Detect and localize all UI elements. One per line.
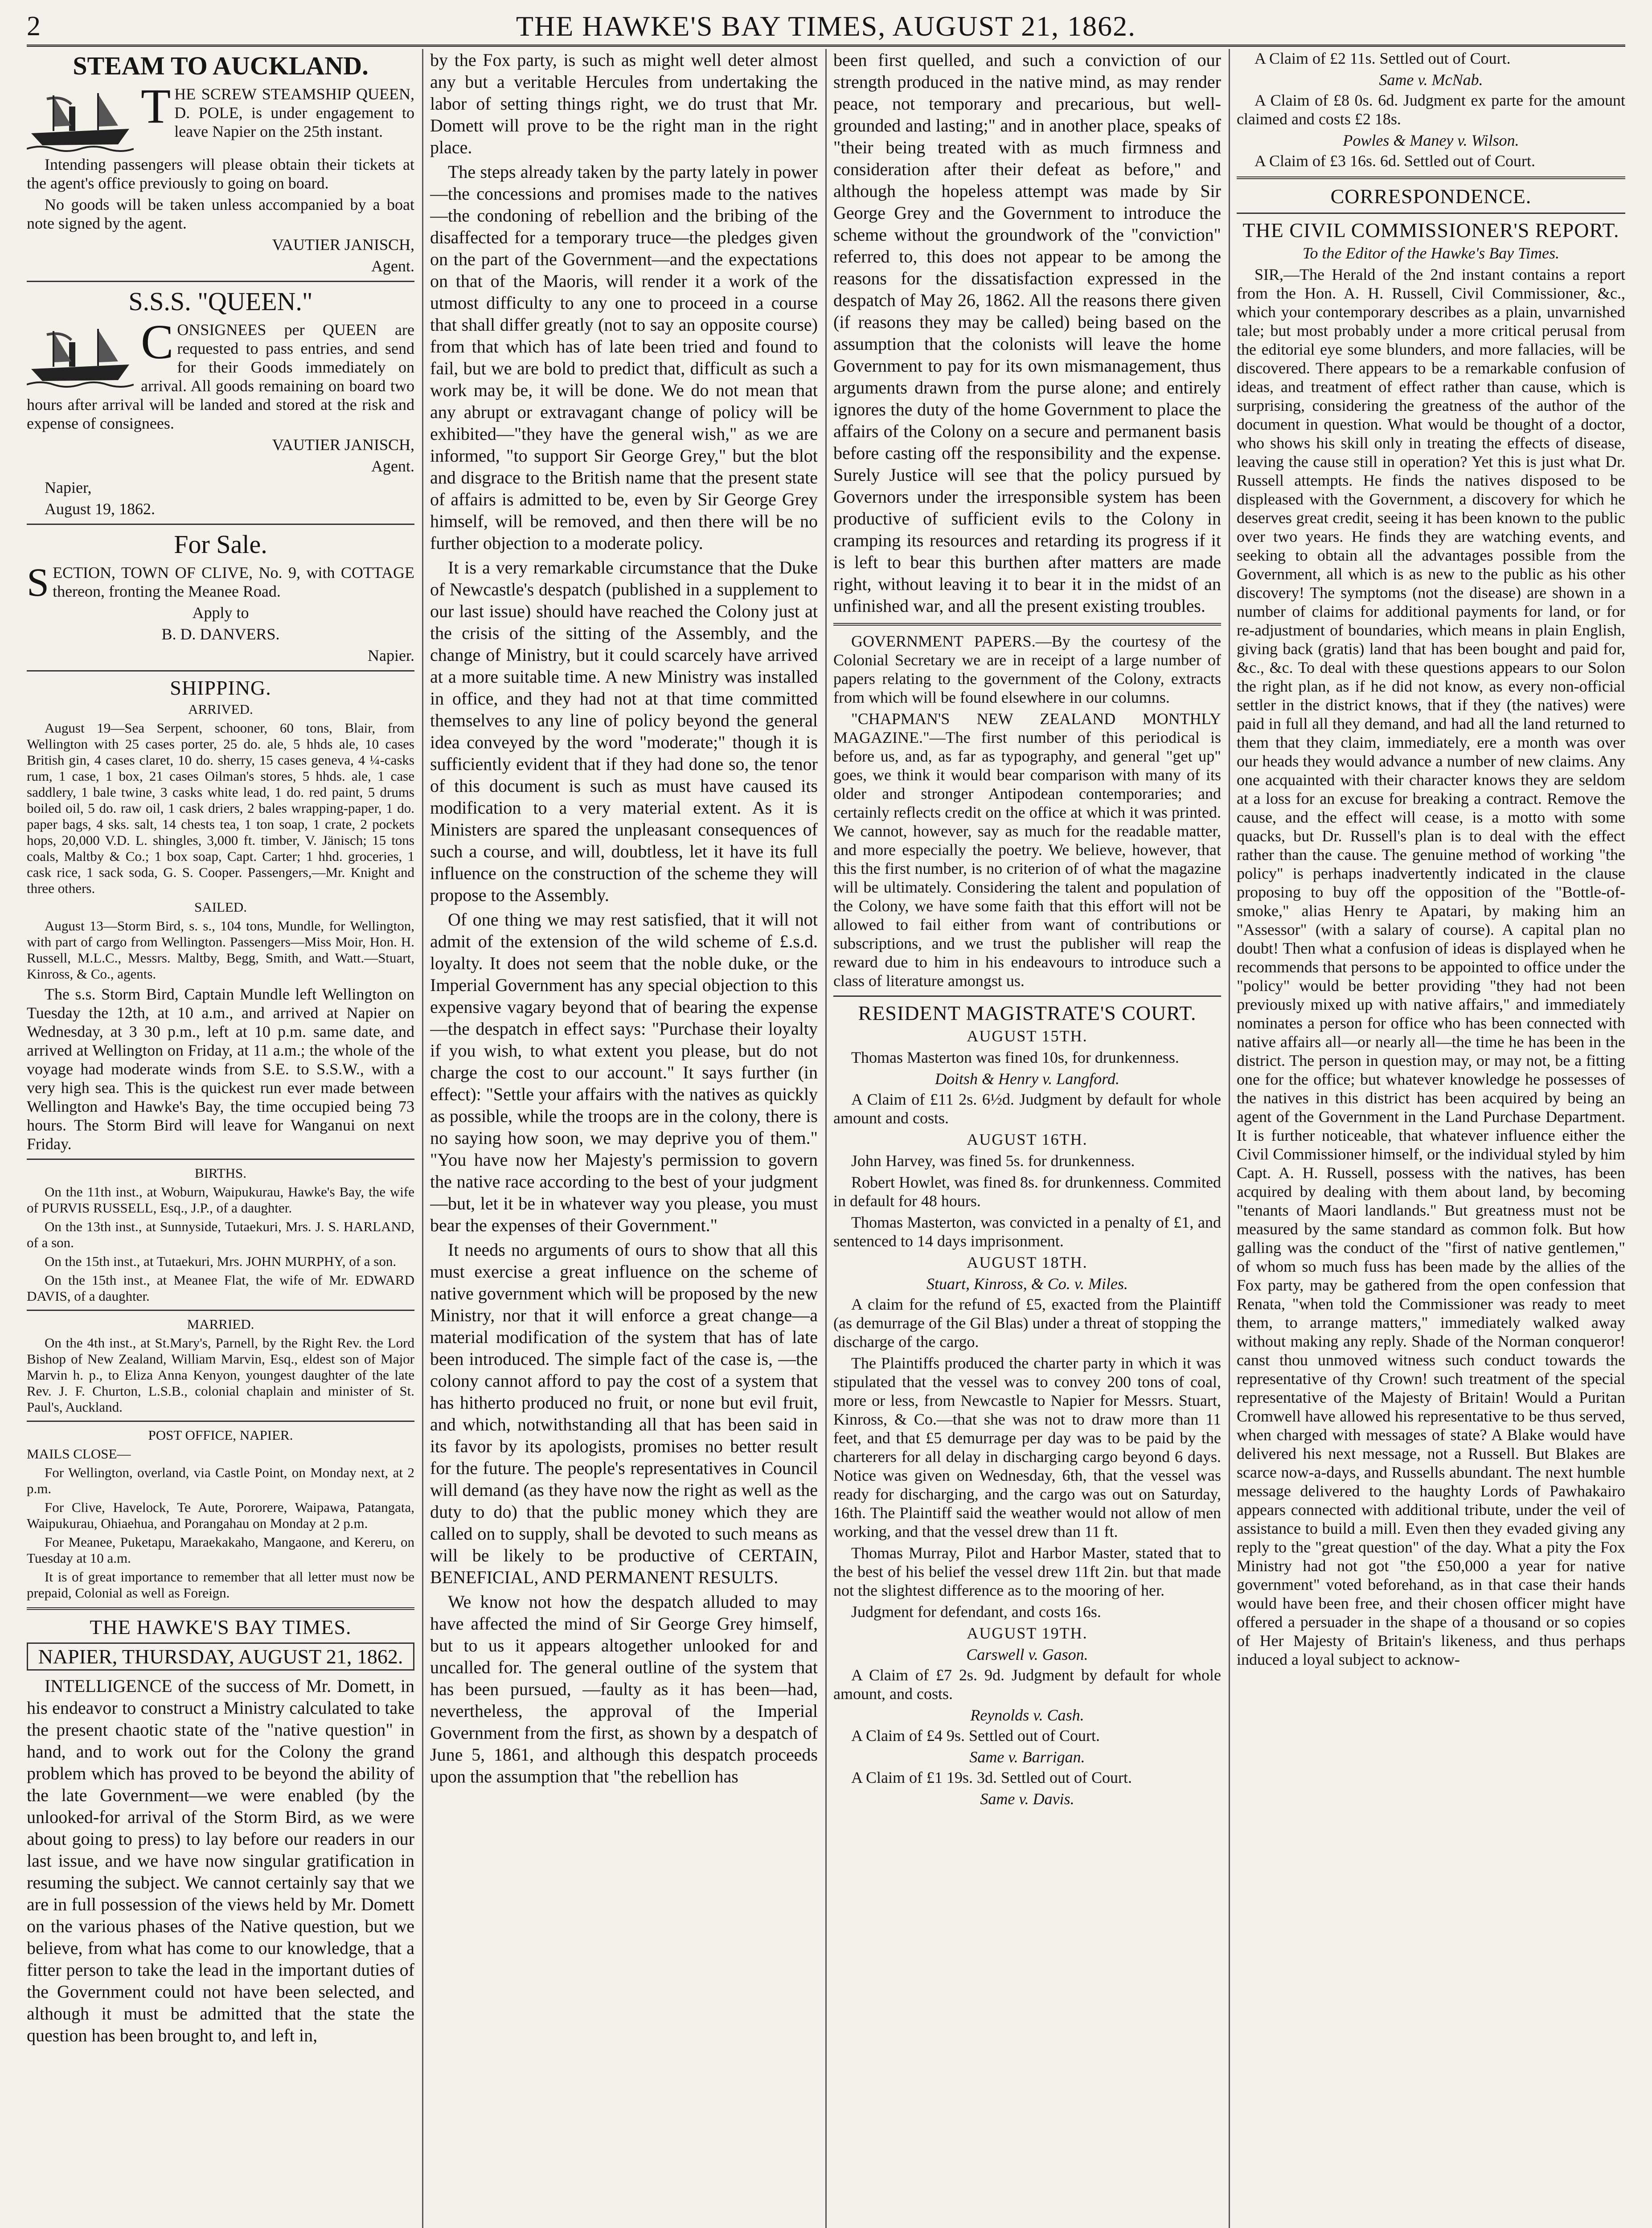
editorial-paragraph: We know not how the despatch alluded to may have affected the mind of Sir George Grey himself, but to us it appears altogether unlooked for and uncalled for. The general outline of the system that has been pursued, —faulty as it has been—had, nevertheless, the approval of the Imperial Government from the first, as shown by a despatch of June 5, 1861, and although this despatch proceeds upon the assumption that "the rebellion has [430,1592,818,1786]
editorial-paragraph: by the Fox party, is such as might well deter almost any but a veritable Hercules from undertaking the labor of setting things right, we do trust that Mr. Domett will prove to be the right man in the right place. [430,50,818,157]
court-entry: A Claim of £8 0s. 6d. Judgment ex parte for the amount claimed and costs £2 18s. [1237,91,1625,128]
court-case-title: Same v. McNab. [1379,71,1483,89]
birth-notice: On the 13th inst., at Sunnyside, Tutaekuri, Mrs. J. S. HARLAND, of a son. [27,1219,414,1250]
steam-advert [27,85,414,155]
steam-heading: STEAM TO AUCKLAND. [73,51,369,80]
paper-name: THE HAWKE'S BAY TIMES. [90,1616,352,1638]
dropcap: T [141,85,171,133]
arrived-heading: ARRIVED. [188,701,253,717]
dropcap: S [27,563,49,603]
column-rule [825,49,827,2228]
court-case-title: Carswell v. Gason. [966,1646,1088,1663]
steam-agent-title: Agent. [371,257,414,275]
editorial-paragraph: been first quelled, and such a conviction of our strength produced in the native mind, as may render peace, not temporary and precarious, but well-grounded and lasting;" and in another place, speaks of "their being treated with as much firmness and consideration after their defeat as before," and although the hopeless attempt was made by Sir George Grey and the Government to introduce the scheme without the groundwork of the "conviction" referred to, this does not appear to be among the reasons for the dissatisfaction expressed in the despatch of May 26, 1862. All the reasons there given (if reasons they may be called) being based on the assumption that the colonists will leave the home Government to pay for its own mismanagement, thus arguments drawn from the purse alone; and entirely ignores the duty of the home Government to place the affairs of the Colony on a secure and permanent basis before casting off the responsibility and the expense. Surely Justice will see that the policy pursued by Governors under the irresponsible system has been productive of sufficient evils to the Colony in cramping its resources and retarding its progress if it is left to bear this burthen after matters are made right, without leaving it to bear it in the midst of an unfinished war, and all the present existing troubles. [833,50,1221,616]
steam-passengers: Intending passengers will please obtain their tickets at the agent's office previously to going on board. [27,156,414,192]
editorial-paragraph: INTELLIGENCE of the success of Mr. Domett, in his endeavor to construct a Ministry calculated to take the present chaotic state of the "native question" in hand, and to work out for the Colony the grand problem which has proved to be beyond the ability of the late Government—we were enabled (by the unlooked-for arrival of the Storm Bird, as we were about going to press) to lay before our readers in our last issue, and we have now singular gratification in resuming the subject. We cannot certainly say that we are in full possession of the views held by Mr. Domett on the various phases of the Native question, but we believe, from what has come to our knowledge, that a fitter person to take the lead in the important duties of the Government could not have been selected, and although it must be admitted that the state the question has been brought to, and left in, [27,1676,414,2045]
court-case-title: Stuart, Kinross, & Co. v. Miles. [926,1275,1128,1293]
steam-body: HE SCREW STEAMSHIP QUEEN, D. POLE, is under engagement to leave Napier on the 25th instant. [174,85,414,140]
birth-notice: On the 15th inst., at Tutaekuri, Mrs. JOHN MURPHY, of a son. [45,1253,397,1269]
sale-place: Napier. [368,647,414,664]
columns [27,49,1625,2228]
court-date: AUGUST 19TH. [967,1624,1088,1642]
sailed-body: August 13—Storm Bird, s. s., 104 tons, Mundle, for Wellington, with part of cargo from Wellington. Passengers—Miss Moir, Hon. H. Russell, M.L.C., Messrs. Maltby, Begg, Smith, and Watt.—Stuart, Kinross, & Co., agents. [27,918,414,982]
steam-goods: No goods will be taken unless accompanied by a boat note signed by the agent. [27,196,414,232]
court-entry: John Harvey, was fined 5s. for drunkenness. [851,1152,1135,1170]
court-entry: A Claim of £2 11s. Settled out of Court. [1254,49,1511,67]
sale-advert [27,563,414,603]
court-entries [1237,49,1625,170]
post-office-heading: POST OFFICE, NAPIER. [148,1427,293,1443]
court-heading: RESIDENT MAGISTRATE'S COURT. [858,1002,1197,1024]
correspondence-heading: CORRESPONDENCE. [1330,185,1532,208]
births-heading: BIRTHS. [194,1165,247,1181]
letter-addressee: To the Editor of the Hawke's Bay Times. [1302,244,1560,262]
court-date: AUGUST 15TH. [967,1027,1088,1045]
sailed-heading: SAILED. [194,899,247,915]
court-date: AUGUST 16TH. [967,1130,1088,1148]
page-number: 2 [27,11,41,41]
court-entry: Thomas Masterton, was convicted in a penalty of £1, and sentenced to 14 days imprisonment. [833,1213,1221,1250]
sss-place: Napier, [45,479,92,496]
birth-notice: On the 11th inst., at Woburn, Waipukurau, Hawke's Bay, the wife of PURVIS RUSSELL, Esq., J.P., of a daughter. [27,1184,414,1216]
sss-date: August 19, 1862. [45,500,156,518]
steamship-icon [27,322,134,389]
court-entry: A Claim of £4 9s. Settled out of Court. [851,1727,1100,1745]
court-entries [833,1027,1221,1808]
court-entry: The Plaintiffs produced the charter party in which it was stipulated that the vessel was to convey 200 tons of coal, more or less, from Newcastle to Napier for Messrs. Stuart, Kinross, & Co.—that she was not to draw more than 11 feet, and that £5 demurrage per day was to be paid by the charterers for all delay in discharging cargo beyond 6 days. Notice was given on Wednesday, 6th, that the vessel was ready for discharging, and the cargo was out on Saturday, 16th. The Plaintiff said the weather would not allow of men working, and that the vessel drew than 11 ft. [833,1354,1221,1540]
steam-agent-name: VAUTIER JANISCH, [272,236,414,254]
chapman-magazine-note: "CHAPMAN'S NEW ZEALAND MONTHLY MAGAZINE."—The first number of this periodical is before us, and, as far as typography, and general "get up" goes, we think it would bear comparison with many of its older and stronger Antipodean contemporaries; and certainly reflects credit on the office at which it was printed. We cannot, however, say as much for the readable matter, and more especially the poetry. We believe, however, that this the first number, is no criterion of of what the magazine will be ultimately. Considering the talent and population of the Colony, we have some faith that this effort will not be allowed to fail either from want of contributions or subscriptions, and we trust the publisher will reap the reward due to him in his endeavours to introduce such a class of literature amongst us. [833,710,1221,990]
sale-name: B. D. DANVERS. [161,625,280,643]
sss-agent-name: VAUTIER JANISCH, [272,436,414,454]
shipping-heading: SHIPPING. [170,676,271,699]
newspaper-title: THE HAWKE'S BAY TIMES, AUGUST 21, 1862. [516,10,1136,42]
court-entry: A Claim of £11 2s. 6½d. Judgment by default for whole amount and costs. [833,1090,1221,1127]
editorial-paragraph: It is a very remarkable circumstance that the Duke of Newcastle's despatch (published in a supplement to our last issue) should have reached the Colony just at the crisis of the sitting of the Assembly, and the change of Ministry, but it could scarcely have arrived at a more suitable time. A new Ministry was installed in office, and they had not at that time committed themselves to any line of policy beyond the general idea conveyed by the word "moderate;" though it is sufficiently evident that if they had done so, the tenor of this document is such as must have caused its modification to a very material extent. As it is Ministers are spared the unpleasant consequences of such a course, and will, doubtless, let it have its full influence on the construction of the scheme they will propose to the Assembly. [430,557,818,905]
mails-close-label: MAILS CLOSE— [27,1446,131,1462]
column-4 [1237,49,1625,2228]
steamship-icon [27,86,134,153]
court-case-title: Same v. Davis. [980,1790,1074,1808]
court-case-title: Doitsh & Henry v. Langford. [935,1070,1119,1088]
court-entry: A Claim of £7 2s. 9d. Judgment by default for whole amount, and costs. [833,1666,1221,1703]
column-rule [1229,49,1230,2228]
post-line: For Clive, Havelock, Te Aute, Pororere, Waipawa, Patangata, Waipukurau, Ohiaehua, and Porangahau on Monday at 2 p.m. [27,1499,414,1531]
dropcap: C [141,320,174,369]
court-case-title: Powles & Maney v. Wilson. [1343,131,1519,149]
sss-body: ONSIGNEES per QUEEN are requested to pass entries, and send for their Goods immediately on arrival. All goods remaining on board two hours after arrival will be landed and stored at the risk and expense of consignees. [27,321,414,432]
column-3 [833,49,1221,2228]
column-2 [430,49,818,2228]
court-entry: A Claim of £1 19s. 3d. Settled out of Court. [851,1769,1132,1786]
married-notice: On the 4th inst., at St.Mary's, Parnell, by the Right Rev. the Lord Bishop of New Zealand, William Marvin, Esq., eldest son of Major Marvin h. p., to Eliza Anna Kenyon, youngest daughter of the late Rev. J. F. Churton, L.S.B., colonial chaplain and minister of St. Paul's, Auckland. [27,1335,414,1415]
sss-heading: S.S.S. "QUEEN." [128,287,313,316]
sss-advert [27,320,414,435]
court-entry: Judgment for defendant, and costs 16s. [851,1603,1101,1621]
government-papers-note: GOVERNMENT PAPERS.—By the courtesy of the Colonial Secretary we are in receipt of a large number of papers relating to the government of the Colony, extracts from which will be found elsewhere in our columns. [833,632,1221,706]
letter-body: SIR,—The Herald of the 2nd instant contains a report from the Hon. A. H. Russell, Civil Commissioner, &c., which your contemporary describes as a plain, unvarnished tale; but most probably under a more critical perusal from the editorial eye some blunders, and more fallacies, will be discovered. There appears to be a remarkable confusion of ideas, and treatment of effect rather than cause, which is surprising, considering the greatness of the author of the document in question. What would be thought of a doctor, who shows his skill only in treating the effects of disease, leaving the cause still in operation? Yet this is just what Dr. Russell attempts. He finds the natives disposed to be displeased with the Government, a discovery for which he deserves great credit, seeing it has been known to the public over two years. He finds they are watching events, and seeking to obtain all the advantages possible from the Government, all which is as new to the public as his other discovery! The symptoms (not the disease) are shown in a number of claims for additional payments for land, or for re-adjustment of boundaries, which means in plain English, giving back (gratis) land that has been bought and paid for, &c., &c. To deal with these questions appears to our Solon the right plan, as if he did not know, as every non-official settler in the district knows, that if they (the natives) were paid in full all they demand, and had all the land returned to them that they claim, immediately, ere a month was over our heads they would advance a number of new claims. Any one acquainted with their character knows they are seldom at a loss for an excuse for breaking a contract. Remove the cause, and the effect will cease, is a motto with some quacks, but Dr. Russell's plan is to deal with the effect rather than the cause. The genuine method of working "the policy" is perhaps inadvertently indicated in the clause proposing to buy off the opposition of the "Bottle-of-smoke," alias Henry te Apatari, by making him an "Assessor" (with a salary of course). A capital plan no doubt! Then what a confusion of ideas is displayed when he recommends that persons to be appointed to office under the "policy" would be better providing "they had not been previously mixed up with native affairs," and immediately nominates a person for office who has been connected with native affairs all—or nearly all—the time he has been in the district. The person in question may, or may not, be a fitting one for the office; but whatever knowledge he possesses of the natives in this district has been acquired by being an agent of the Government in the Land Purchase Department. It is further noticeable, that whatever influence either the Civil Commissioner himself, or the individual styled by him Capt. A. H. Russell, possess with the natives, has been acquired by dealing with them about land, by becoming "tenants of Maori landlands." But greatness must not be measured by the same standard as common folk. But how galling was the conduct of the "first of native gentlemen," of whom so much fuss has been made by the allies of the Fox party, may be gathered from the open confession that Renata, "when told the Commissioner was ready to meet them, to arrange matters," immediately walked away without making any reply. Shade of the Norman conqueror! canst thou unmoved witness such conduct towards the representative of thy Crown! such treatment of the special representative of the Majesty of Britain! Would a Puritan Cromwell have allowed his representative to be thus served, when charged with messages of state? A Blake would have delivered his next message, not a Russell. But Blakes are scarce now-a-days, and Russells abundant. The next humble message delivered to the haughty Lords of Pawhakairo appears connected with additional tribute, under the veil of assistance to build a mill. Even then they evaded giving any reply to the "great question" of the day. What a pity the Fox Ministry had not got "the £50,000 a year for native government" voted beforehand, as in that case their hands would have been free, and their chosen officer might have offered a persuader in the shape of a thousand or so copies of Her Majesty of Britain's likeness, and thus perhaps induced a loyal subject to acknow- [1237,266,1625,1668]
court-entry: Thomas Masterton was fined 10s, for drunkenness. [851,1048,1179,1066]
court-entry: Robert Howlet, was fined 8s. for drunkenness. Commited in default for 48 hours. [833,1173,1221,1210]
married-heading: MARRIED. [187,1316,254,1332]
birth-notice: On the 15th inst., at Meanee Flat, the wife of Mr. EDWARD DAVIS, of a daughter. [27,1272,414,1304]
sss-agent-title: Agent. [371,457,414,475]
post-line: For Meanee, Puketapu, Maraekakaho, Mangaone, and Kereru, on Tuesday at 10 a.m. [27,1534,414,1566]
court-entry: A Claim of £3 16s. 6d. Settled out of Court. [1254,152,1535,170]
court-entry: Thomas Murray, Pilot and Harbor Master, stated that to the best of his belief the vessel drew 11ft 2in. but that made not the slightest difference as to the mooring of her. [833,1544,1221,1599]
court-case-title: Same v. Barrigan. [969,1748,1085,1766]
column-1 [27,49,414,2228]
arrived-body: August 19—Sea Serpent, schooner, 60 tons, Blair, from Wellington with 25 cases porter, 25 do. ale, 5 hhds ale, 10 cases British gin, 4 cases claret, 10 do. sherry, 15 cases geneva, 4 ¼-casks rum, 1 case, 1 box, 21 cases Oilman's stores, 5 hhds. ale, 1 case saddlery, 1 bale twine, 3 casks white lead, 1 do. red paint, 5 drums boiled oil, 5 do. raw oil, 1 cask driers, 2 bales wrapping-paper, 1 do. paper bags, 4 sks. salt, 14 chests tea, 1 ton soap, 1 crate, 2 pockets hops, 20,000 V.D. L. shingles, 3,000 ft. timber, V. Jänisch; 15 tons coals, Maltby & Co.; 1 box soap, Capt. Carter; 1 hhd. groceries, 1 cask rice, 1 sack soda, G. S. Cooper. Passengers,—Mr. Knight and three others. [27,720,414,896]
editorial-dateline: NAPIER, THURSDAY, AUGUST 21, 1862. [27,1642,414,1671]
sale-body: ECTION, TOWN OF CLIVE, No. 9, with COTTAGE thereon, fronting the Meanee Road. [53,564,414,600]
editorial-paragraph: It needs no arguments of ours to show that all this must exercise a great influence on the scheme of native government which will be proposed by the new Ministry, nor that it will enforce a great change—a material modification of the system that has of late been introduced. The simple fact of the case is, —the colony cannot afford to pay the cost of a system that has hitherto produced no fruit, or none but evil fruit, and which, notwithstanding all that has been said in its favor by its apologists, promises no better result for the future. The people's representatives in Council will demand (as they have now the right as well as the duty to do) that the public money which they are called on to supply, shall be devoted to such means as will be likely to be productive of CERTAIN, BENEFICIAL, AND PERMANENT RESULTS. [430,1240,818,1587]
editorial-paragraph: The steps already taken by the party lately in power—the concessions and promises made to the natives—the condoning of rebellion and the bribing of the disaffected for a temporary truce—the pledges given on the part of the Government—and the expectations on that of the Maoris, will render it a work of the utmost difficulty to any one to proceed in a course that shall differ greatly (not to say an opposite course) from that which has of late been tried and found to fail, but we are bold to predict that, difficult as such a work may be, it will be done. We do not mean that any abrupt or extravagant change of policy will be exhibited—"they have the general wish," as we are informed, "to support Sir George Grey," but the blot and disgrace to the British name that the present state of affairs is admitted to be, even by Sir George Grey himself, will be removed, and then there will be no further objection to a moderate policy. [430,162,818,553]
masthead [27,6,1625,47]
letter-title: THE CIVIL COMMISSIONER'S REPORT. [1242,219,1619,242]
court-entry: A claim for the refund of £5, exacted from the Plaintiff (as demurrage of the Gil Blas) under a threat of stopping the discharge of the cargo. [833,1295,1221,1351]
post-line: For Wellington, overland, via Castle Point, on Monday next, at 2 p.m. [27,1465,414,1496]
column-rule [422,49,423,2228]
court-date: AUGUST 18TH. [967,1253,1088,1271]
court-case-title: Reynolds v. Cash. [970,1706,1084,1724]
sale-heading: For Sale. [174,530,267,559]
editorial-paragraph: Of one thing we may rest satisfied, that it will not admit of the extension of the wild scheme of £.s.d. loyalty. It does not seem that the noble duke, or the Imperial Government has any special objection to this expensive vagary beyond that of bearing the expense—the despatch in effect says: "Purchase their loyalty if you wish, to what extent you please, but do not charge the cost to our account." It says further (in effect): "Settle your affairs with the natives as quickly as possible, while the troops are in the colony, there is no saying how soon, we may deprive you of them." "You have now her Majesty's permission to govern the native race according to the best of your judgment—but, let it be in whatever way you please, you must bear the expenses of their Government." [430,909,818,1235]
storm-bird-paragraph: The s.s. Storm Bird, Captain Mundle left Wellington on Tuesday the 12th, at 10 a.m., and arrived at Napier on Wednesday, at 3 30 p.m., left at 10 p.m. same date, and arrived at Wellington on Friday, at 11 a.m.; the whole of the voyage had moderate winds from S.E. to S.S.W., with a very high sea. This is the quickest run ever made between Wellington and Hawke's Bay, the time occupied being 73 hours. The Storm Bird will leave for Wanganui on next Friday. [27,985,414,1153]
post-line: It is of great importance to remember that all letter must now be prepaid, Colonial as well as Foreign. [27,1569,414,1601]
sale-apply: Apply to [192,604,249,622]
